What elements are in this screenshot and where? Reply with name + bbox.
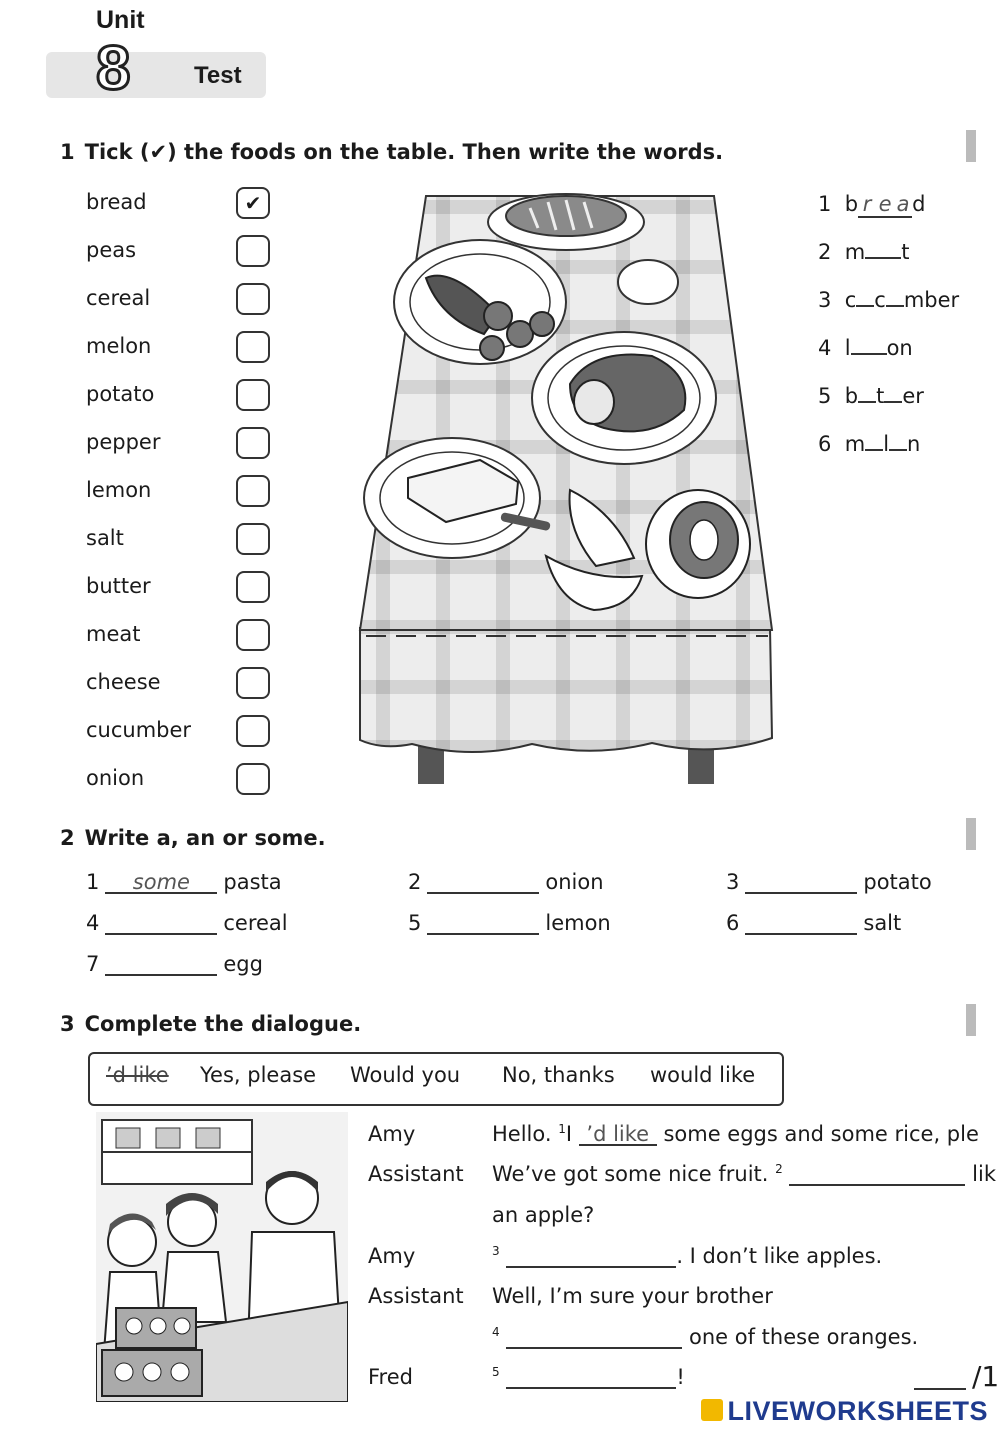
article-item-2 [408, 870, 604, 894]
tick-box-salt[interactable] [236, 523, 270, 555]
dialogue-text: I [565, 1122, 573, 1146]
letter: t [876, 384, 885, 408]
article-item-4 [86, 911, 288, 935]
word-box-item: No, thanks [502, 1063, 615, 1087]
food-label: pepper [86, 430, 161, 454]
section-1-title [60, 140, 723, 164]
speaker-assistant: Assistant [368, 1284, 464, 1308]
item-word: pasta [223, 870, 282, 894]
item-number: 5 [408, 911, 422, 935]
word-number: 5 [818, 384, 832, 408]
article-input[interactable] [427, 870, 539, 894]
dialogue-line [492, 1365, 685, 1389]
letter: m [844, 432, 866, 456]
letter-gap[interactable] [858, 401, 876, 403]
gap-number: 2 [775, 1162, 783, 1176]
food-label: cheese [86, 670, 161, 694]
section-number: 2 [60, 826, 75, 850]
section-number: 1 [60, 140, 75, 164]
food-label: bread [86, 190, 147, 214]
dialogue-text: Hello. [492, 1122, 552, 1146]
word-number: 2 [818, 240, 832, 264]
dialogue-input-3[interactable] [506, 1244, 676, 1268]
word-box-item: would like [650, 1063, 756, 1087]
page-edge-mark [966, 130, 976, 162]
letter-gap[interactable] [886, 305, 904, 307]
speaker-amy: Amy [368, 1122, 416, 1146]
article-item-3 [726, 870, 932, 894]
dialogue-input-2[interactable] [789, 1162, 965, 1186]
score-total: /1 [972, 1360, 1000, 1393]
letter: l [844, 336, 851, 360]
tick-box-meat[interactable] [236, 619, 270, 651]
article-input[interactable]: some [105, 870, 217, 894]
item-number: 6 [726, 911, 740, 935]
article-item-5 [408, 911, 611, 935]
tick-box-pepper[interactable] [236, 427, 270, 459]
liveworksheets-icon [701, 1399, 723, 1421]
letter-gap[interactable] [856, 305, 874, 307]
item-number: 1 [86, 870, 100, 894]
word-number: 1 [818, 192, 832, 216]
bread-icon [488, 194, 644, 250]
page-edge-mark [966, 1004, 976, 1036]
letter: l [883, 432, 890, 456]
word-puzzle-3 [818, 288, 959, 312]
dialogue-text: ! [676, 1365, 685, 1389]
food-label: salt [86, 526, 124, 550]
section-3-title [60, 1012, 361, 1036]
letter: n [907, 432, 921, 456]
food-label: onion [86, 766, 145, 790]
food-label: cereal [86, 286, 151, 310]
letter-gap[interactable]: a [894, 192, 912, 218]
article-input[interactable] [745, 911, 857, 935]
section-instruction: Tick (✔) the foods on the table. Then write the words. [84, 140, 724, 164]
lemon-icon [618, 260, 678, 304]
section-number: 3 [60, 1012, 75, 1036]
word-number: 4 [818, 336, 832, 360]
letter: on [886, 336, 913, 360]
dialogue-text: Well, I’m sure your brother [492, 1284, 773, 1308]
item-word: salt [863, 911, 902, 935]
tick-box-lemon[interactable] [236, 475, 270, 507]
dialogue-text: some eggs and some rice, ple [663, 1122, 979, 1146]
tick-box-cucumber[interactable] [236, 715, 270, 747]
item-number: 2 [408, 870, 422, 894]
dialogue-text: an apple? [492, 1203, 595, 1227]
article-input[interactable] [105, 911, 217, 935]
item-number: 3 [726, 870, 740, 894]
article-item-7 [86, 952, 263, 976]
letter: d [912, 192, 926, 216]
section-2-title [60, 826, 326, 850]
word-number: 3 [818, 288, 832, 312]
article-item-1 [86, 870, 282, 894]
dialogue-input-5[interactable] [506, 1365, 676, 1389]
item-word: cereal [223, 911, 288, 935]
tick-box-onion[interactable] [236, 763, 270, 795]
cucumber-plate-icon [394, 240, 566, 364]
letter: m [844, 240, 866, 264]
tick-box-bread[interactable]: ✔ [236, 187, 270, 219]
food-table-illustration [352, 178, 782, 790]
article-input[interactable] [105, 952, 217, 976]
article-input[interactable] [427, 911, 539, 935]
dialogue-line [492, 1325, 918, 1349]
letter: c [874, 288, 886, 312]
section-instruction: Write a, an or some. [84, 826, 326, 850]
letter: er [902, 384, 924, 408]
food-label: melon [86, 334, 152, 358]
score-blank[interactable] [914, 1388, 966, 1390]
shop-illustration [96, 1112, 348, 1402]
word-box-item: Yes, please [200, 1063, 317, 1087]
liveworksheets-logo[interactable] [701, 1396, 988, 1427]
dialogue-line [492, 1162, 996, 1186]
article-input[interactable] [745, 870, 857, 894]
letter-gap[interactable] [865, 449, 883, 451]
word-box-item: Would you [350, 1063, 461, 1087]
dialogue-text: . I don’t like apples. [676, 1244, 883, 1268]
gap-number: 4 [492, 1325, 500, 1339]
letter-gap[interactable] [889, 449, 907, 451]
food-label: meat [86, 622, 141, 646]
letter: b [844, 192, 859, 216]
item-number: 4 [86, 911, 100, 935]
letter-gap[interactable] [883, 257, 901, 259]
tick-box-cereal[interactable] [236, 283, 270, 315]
letter-gap[interactable] [851, 353, 869, 355]
dialogue-text: lik [972, 1162, 996, 1186]
gap-number: 1 [558, 1122, 566, 1136]
item-word: onion [545, 870, 604, 894]
word-puzzle-4 [818, 336, 913, 360]
food-label: potato [86, 382, 155, 406]
dialogue-line [492, 1244, 882, 1268]
food-label: cucumber [86, 718, 192, 742]
speaker-fred: Fred [368, 1365, 413, 1389]
article-item-6 [726, 911, 901, 935]
letter: b [844, 384, 859, 408]
letter-gap[interactable]: r [858, 192, 876, 218]
speaker-assistant: Assistant [368, 1162, 464, 1186]
dialogue-text: We’ve got some nice fruit. [492, 1162, 769, 1186]
food-label: lemon [86, 478, 152, 502]
word-box-item: ’d like [106, 1063, 169, 1087]
shelf-icon [102, 1120, 252, 1184]
word-puzzle-5 [818, 384, 924, 408]
letter-gap[interactable]: e [876, 192, 894, 218]
letter-gap[interactable] [869, 353, 887, 355]
item-number: 7 [86, 952, 100, 976]
word-puzzle-2 [818, 240, 909, 264]
letter: t [901, 240, 910, 264]
tick-box-peas[interactable] [236, 235, 270, 267]
tablecloth-drape [360, 628, 772, 752]
item-word: potato [863, 870, 932, 894]
dialogue-text: one of these oranges. [689, 1325, 919, 1349]
unit-number: 8 [96, 34, 131, 103]
dialogue-input-1[interactable]: ’d like [579, 1122, 657, 1146]
test-label: Test [194, 62, 242, 89]
letter: mber [903, 288, 960, 312]
food-label: peas [86, 238, 137, 262]
gap-number: 5 [492, 1365, 500, 1379]
page-edge-mark [966, 818, 976, 850]
tick-box-melon[interactable] [236, 331, 270, 363]
food-label: butter [86, 574, 151, 598]
dialogue-line [492, 1122, 979, 1146]
tick-box-potato[interactable] [236, 379, 270, 411]
speaker-amy: Amy [368, 1244, 416, 1268]
meat-plate-icon [532, 332, 716, 464]
letter-gap[interactable] [884, 401, 902, 403]
word-puzzle-1 [818, 192, 925, 218]
tick-box-butter[interactable] [236, 571, 270, 603]
dialogue-input-4[interactable] [506, 1325, 682, 1349]
letter-gap[interactable] [865, 257, 883, 259]
section-instruction: Complete the dialogue. [84, 1012, 362, 1036]
gap-number: 3 [492, 1244, 500, 1258]
watermark-text: LIVEWORKSHEETS [727, 1396, 988, 1426]
item-word: lemon [545, 911, 611, 935]
item-word: egg [223, 952, 263, 976]
letter: c [844, 288, 857, 312]
tick-box-cheese[interactable] [236, 667, 270, 699]
unit-label: Unit [96, 6, 145, 34]
word-puzzle-6 [818, 432, 920, 456]
word-number: 6 [818, 432, 832, 456]
